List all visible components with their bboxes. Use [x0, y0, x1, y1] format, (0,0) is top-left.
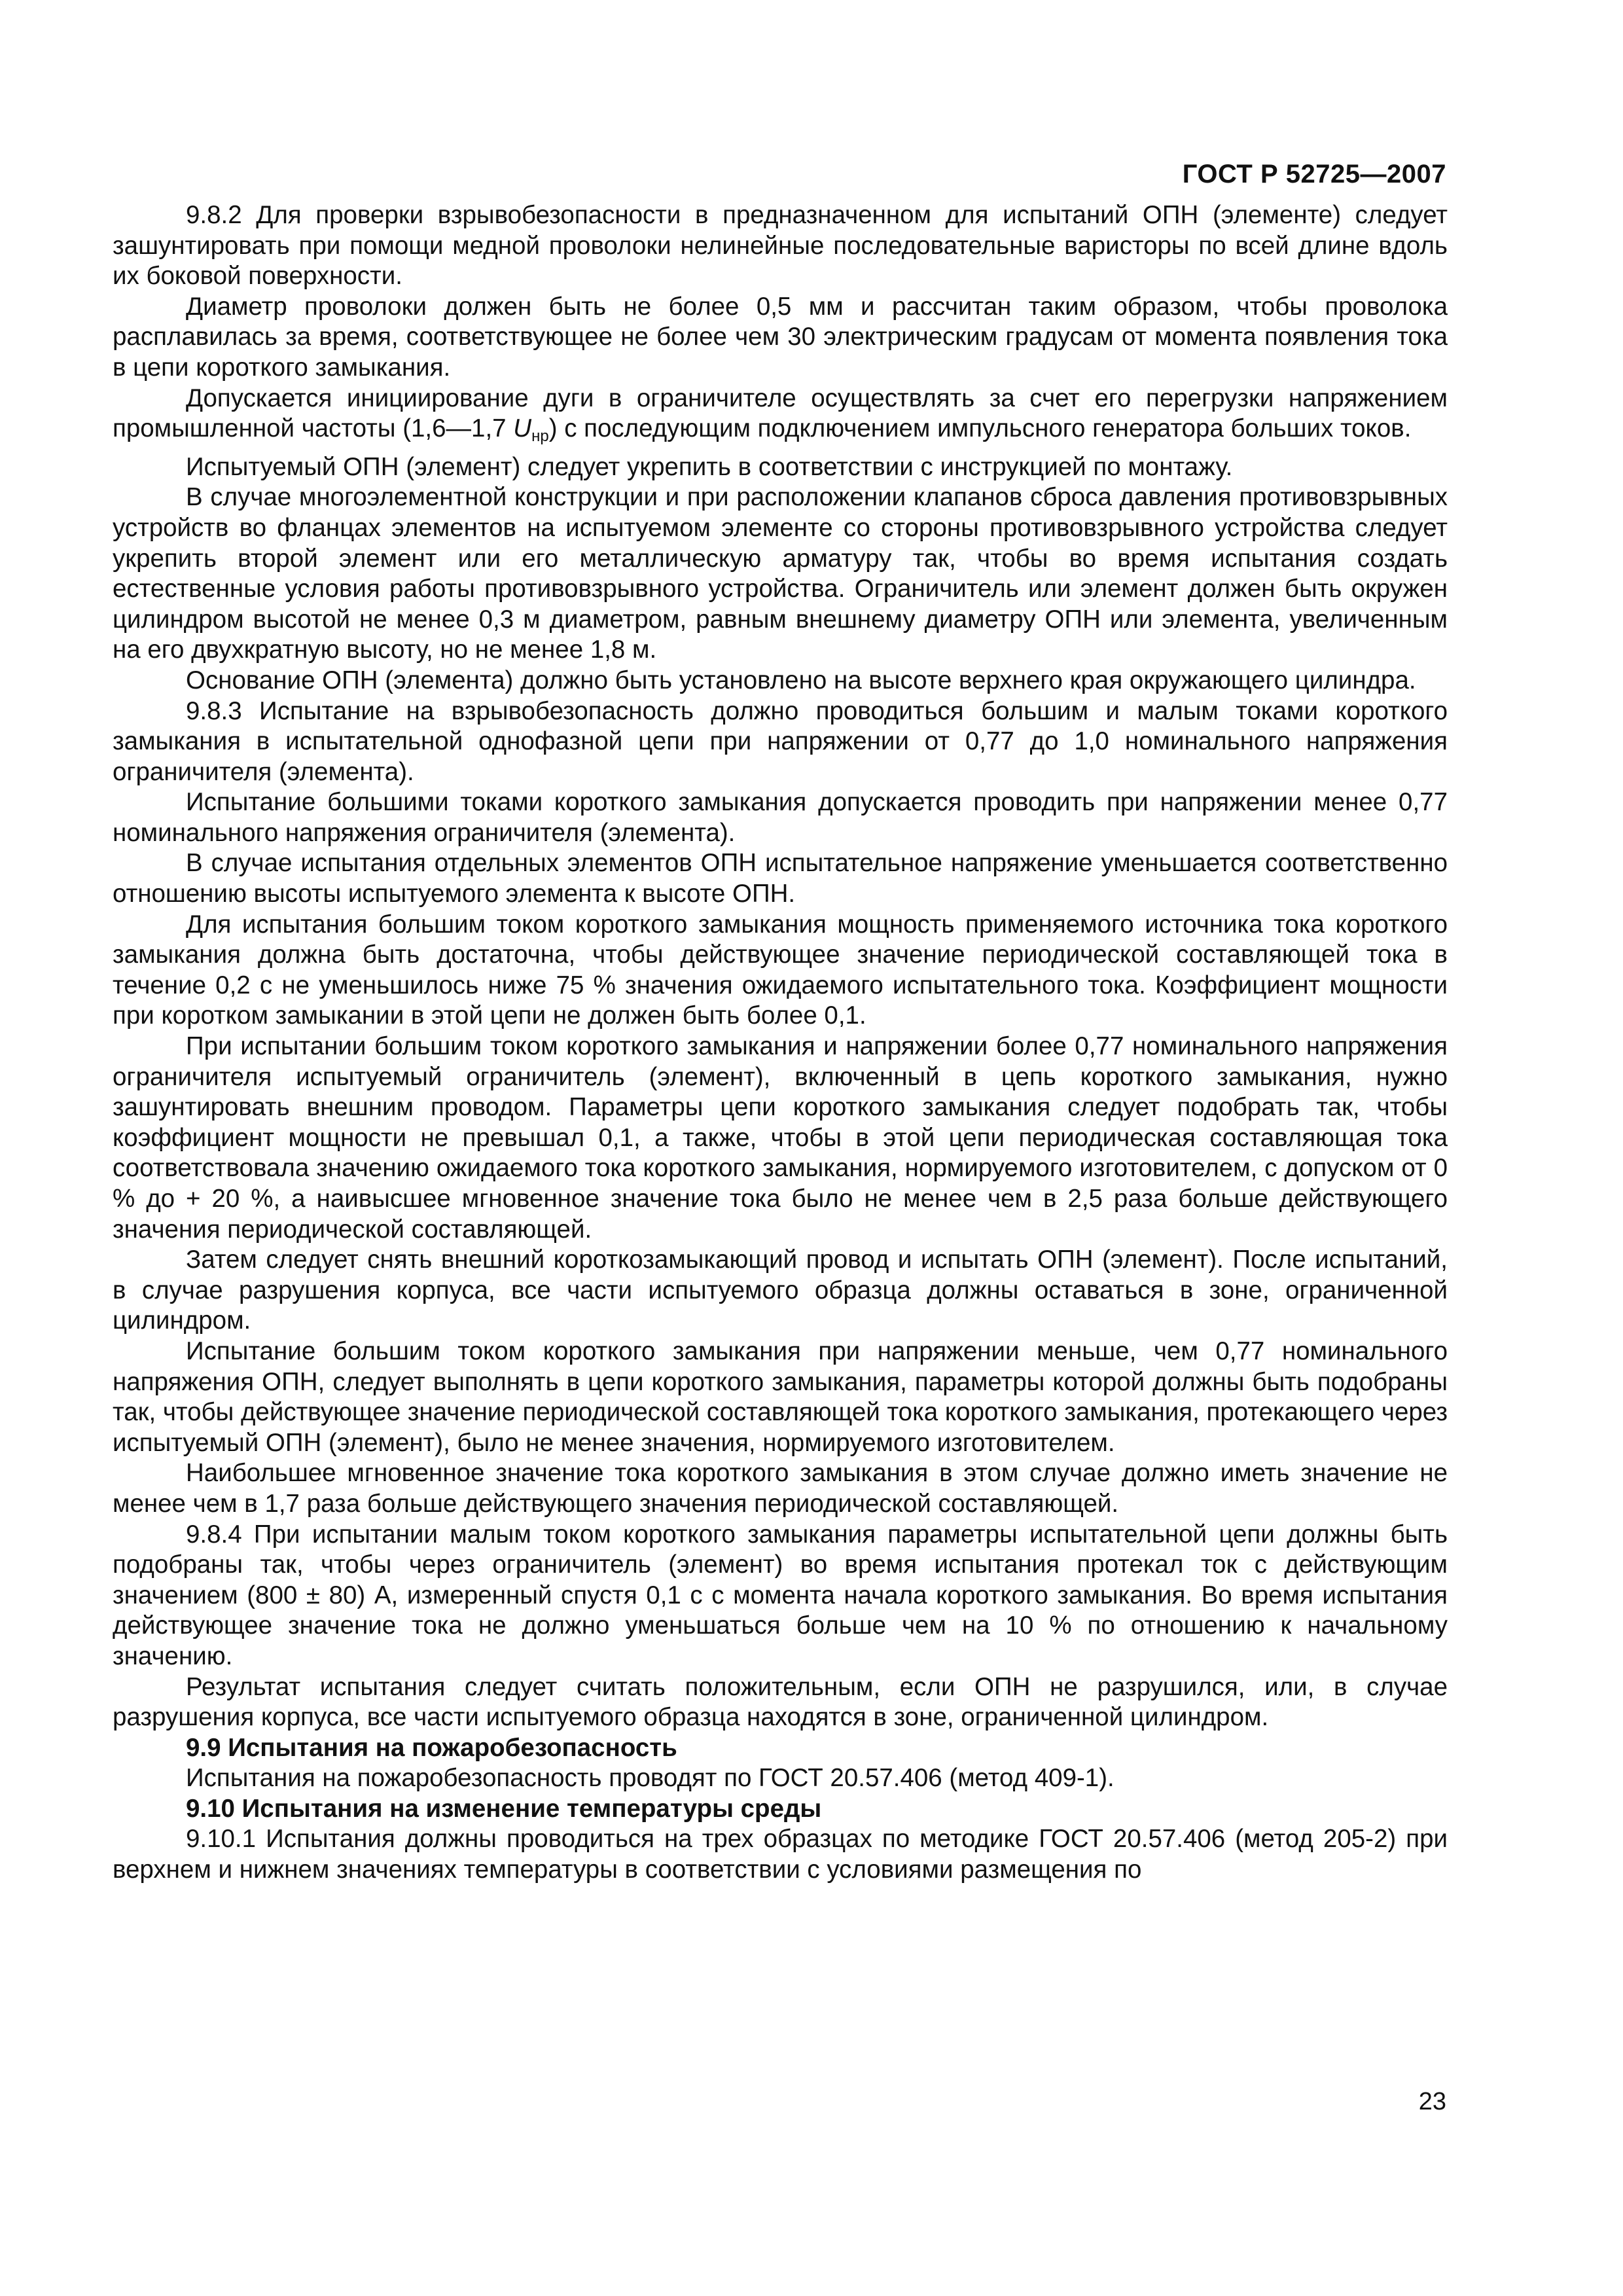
paragraph: Испытуемый ОПН (элемент) следует укрепить в соответствии с инструкцией по монтажу. [186, 452, 1233, 481]
paragraph: Результат испытания следует считать положительным, если ОПН не разрушился, или, в случае разрушения корпуса, все части испытуемого образца находятся в зоне, ограниченной цилиндром. [113, 1672, 1448, 1732]
paragraph: Испытание большим током короткого замыкания при напряжении меньше, чем 0,77 номинального напряжения ОПН, следует выполнять в цепи короткого замыкания, параметры которой должны быть подобраны так, чтобы действующее значение периодической составляющей тока короткого замыкания, протекающего через испытуемый ОПН (элемент), было не менее значения, нормируемого изготовителем. [113, 1336, 1448, 1457]
document-header: ГОСТ Р 52725—2007 [1182, 160, 1446, 188]
voltage-symbol: U [513, 414, 532, 443]
paragraph: При испытании большим током короткого замыкания и напряжении более 0,77 номинального напряжения ограничителя испытуемый ограничитель (элемент), включенный в цепь короткого замыкания, нужно зашунтировать внешним проводом. Параметры цепи короткого замыкания следует подобрать так, чтобы коэффициент мощности не превышал 0,1, а также, чтобы в этой цепи периодическая составляющая тока соответствовала значению ожидаемого тока короткого замыкания, нормируемого изготовителем, с допуском от 0 % до + 20 %, а наивысшее мгновенное значение тока было не менее чем в 2,5 раза больше действующего значения периодической составляющей. [113, 1032, 1448, 1244]
paragraph: Затем следует снять внешний короткозамыкающий провод и испытать ОПН (элемент). После испытаний, в случае разрушения корпуса, все части испытуемого образца должны оставаться в зоне, ограниченной цилиндром. [113, 1246, 1448, 1335]
page-number: 23 [1418, 2088, 1446, 2115]
section-heading: 9.9 Испытания на пожаробезопасность [186, 1733, 677, 1762]
paragraph: Наибольшее мгновенное значение тока короткого замыкания в этом случае должно иметь значение не менее чем в 1,7 раза больше действующего значения периодической составляющей. [113, 1459, 1448, 1518]
paragraph: Основание ОПН (элемента) должно быть установлено на высоте верхнего края окружающего цилиндра. [186, 666, 1416, 694]
document-body [113, 200, 1448, 1886]
paragraph: Испытание большими токами короткого замыкания допускается проводить при напряжении менее 0,77 номинального напряжения ограничителя (элемента). [113, 788, 1448, 847]
paragraph: 9.8.4 При испытании малым током короткого замыкания параметры испытательной цепи должны быть подобраны так, чтобы через ограничитель (элемент) во время испытания протекал ток с действующим значением (800 ± 80) А, измеренный спустя 0,1 с с момента начала короткого замыкания. Во время испытания действующее значение тока не должно уменьшаться больше чем на 10 % по отношению к начальному значению. [113, 1520, 1448, 1670]
paragraph: Испытания на пожаробезопасность проводят по ГОСТ 20.57.406 (метод 409-1). [186, 1764, 1115, 1793]
voltage-subscript: нр [531, 427, 549, 446]
paragraph: Диаметр проволоки должен быть не более 0,5 мм и рассчитан таким образом, чтобы проволока расплавилась за время, соответствующее не более чем 30 электрическим градусам от момента появления тока в цепи короткого замыкания. [113, 292, 1448, 382]
paragraph: Для испытания большим током короткого замыкания мощность применяемого источника тока короткого замыкания должна быть достаточна, чтобы действующее значение периодической составляющей тока в течение 0,2 с не уменьшилось ниже 75 % значения ожидаемого испытательного тока. Коэффициент мощности при коротком замыкании в этой цепи не должен быть более 0,1. [113, 910, 1448, 1030]
paragraph-text: ) с последующим подключением импульсного генератора больших токов. [548, 414, 1412, 443]
paragraph-text: Допускается инициирование дуги в ограничителе осуществлять за счет его перегрузки напряжением промышленной частоты (1,6—1,7 [113, 384, 1448, 443]
paragraph-arc-initiation [113, 384, 1448, 452]
paragraph: 9.8.3 Испытание на взрывобезопасность должно проводиться большим и малым токами короткого замыкания в испытательной однофазной цепи при напряжении от 0,77 до 1,0 номинального напряжения ограничителя (элемента). [113, 696, 1448, 786]
paragraph: В случае испытания отдельных элементов ОПН испытательное напряжение уменьшается соответственно отношению высоты испытуемого элемента к высоте ОПН. [113, 849, 1448, 908]
paragraph: 9.8.2 Для проверки взрывобезопасности в предназначенном для испытаний ОПН (элементе) следует зашунтировать при помощи медной проволоки нелинейные последовательные варисторы по всей длине вдоль их боковой поверхности. [113, 201, 1448, 291]
paragraph: 9.10.1 Испытания должны проводиться на трех образцах по методике ГОСТ 20.57.406 (метод 205-2) при верхнем и нижнем значениях температуры в соответствии с условиями размещения по [113, 1825, 1448, 1884]
section-heading: 9.10 Испытания на изменение температуры среды [186, 1794, 822, 1823]
paragraph: В случае многоэлементной конструкции и при расположении клапанов сброса давления противовзрывных устройств во фланцах элементов на испытуемом элементе со стороны противовзрывного устройства следует укрепить второй элемент или его металлическую арматуру так, чтобы во время испытания создать естественные условия работы противовзрывного устройства. Ограничитель или элемент должен быть окружен цилиндром высотой не менее 0,3 м диаметром, равным внешнему диаметру ОПН или элемента, увеличенным на его двухкратную высоту, но не менее 1,8 м. [113, 483, 1448, 664]
